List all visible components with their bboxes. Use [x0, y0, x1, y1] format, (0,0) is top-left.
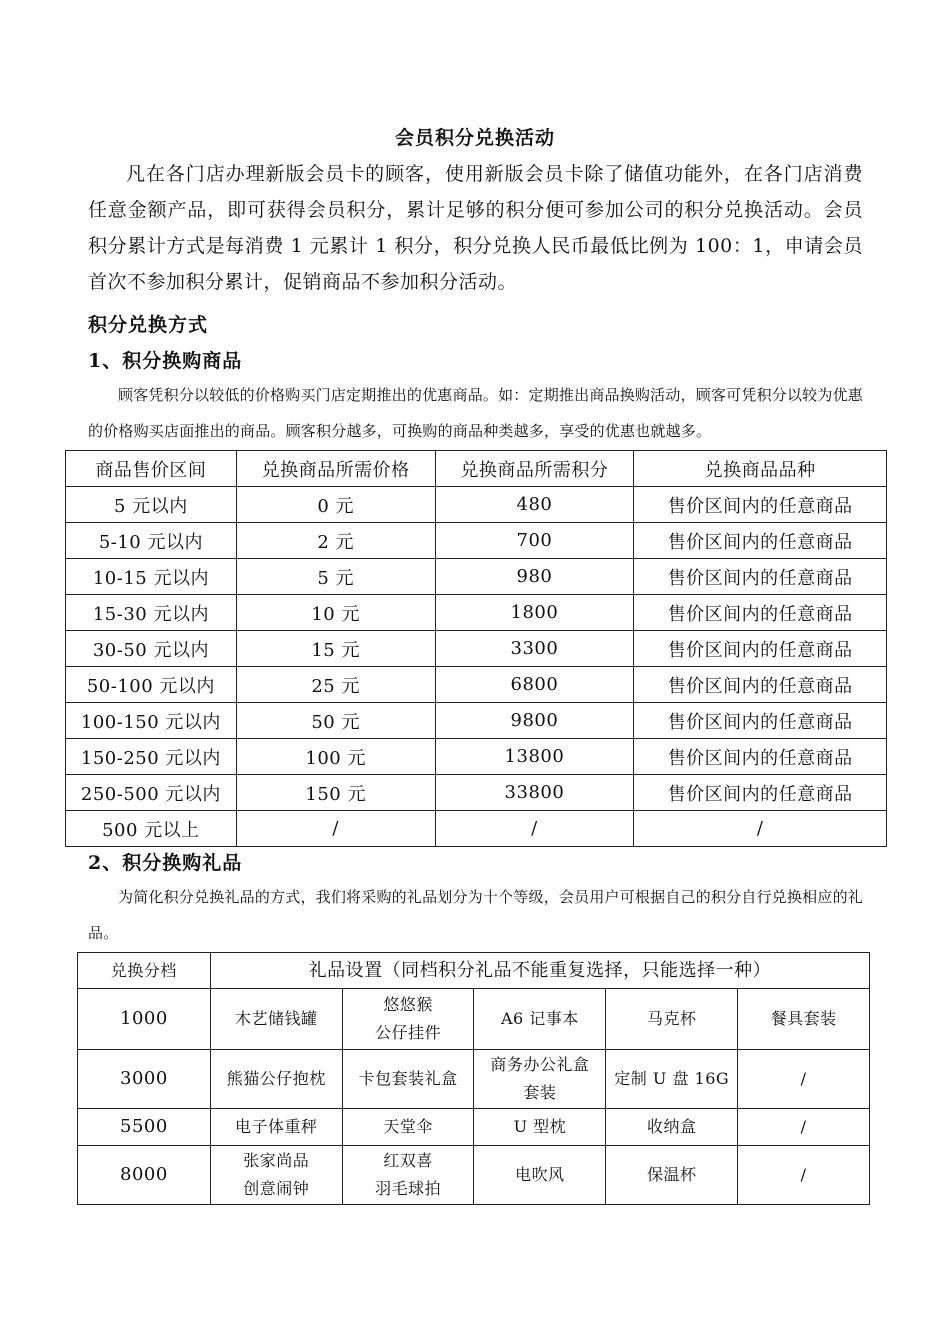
gift-line: 收纳盒: [646, 1117, 697, 1136]
gift-line: 保温杯: [646, 1165, 697, 1184]
gift-line: 电子体重秤: [235, 1117, 318, 1136]
table-cell: /: [435, 811, 634, 847]
gift-line: 商务办公礼盒: [490, 1055, 590, 1074]
section1-heading: 1、积分换购商品: [88, 350, 243, 372]
table-cell: 9800: [435, 703, 634, 739]
table-cell: 0 元: [236, 487, 435, 523]
gift-line: /: [800, 1165, 807, 1184]
gift-cell: [342, 989, 474, 1050]
table-header-cell: 兑换商品品种: [634, 451, 887, 487]
table-cell: 50 元: [236, 703, 435, 739]
table-cell: 售价区间内的任意商品: [634, 667, 887, 703]
table-cell: 售价区间内的任意商品: [634, 703, 887, 739]
table-cell: 售价区间内的任意商品: [634, 775, 887, 811]
gift-line: 天堂伞: [383, 1117, 433, 1136]
tier-cell: 8000: [78, 1146, 211, 1205]
table-cell: 售价区间内的任意商品: [634, 487, 887, 523]
table-row: [66, 811, 887, 847]
gift-line: 悠悠猴: [383, 995, 433, 1014]
gift-line: U 型枕: [513, 1117, 567, 1136]
section2-description: 为简化积分兑换礼品的方式，我们将采购的礼品划分为十个等级，会员用户可根据自己的积分自行兑换相应的礼品。: [88, 888, 863, 942]
gift-line: 红双喜: [383, 1151, 433, 1170]
table-cell: /: [236, 811, 435, 847]
gift-cell: [606, 989, 738, 1050]
table-cell: 售价区间内的任意商品: [634, 739, 887, 775]
gift-line: 创意闹钟: [243, 1179, 310, 1198]
table-row: [66, 667, 887, 703]
table-cell: 30-50 元以内: [66, 631, 237, 667]
intro-paragraph: 凡在各门店办理新版会员卡的顾客，使用新版会员卡除了储值功能外，在各门店消费任意金额产品，即可获得会员积分，累计足够的积分便可参加公司的积分兑换活动。会员积分累计方式是每消费 1 元累计 1 积分，积分兑换人民币最低比例为 100：1，申请会员首次不参加积分累计，促销商品不参加积分活动。: [88, 163, 863, 293]
table-cell: 100 元: [236, 739, 435, 775]
goods-exchange-table: [65, 450, 887, 847]
gift-cell: [474, 1109, 606, 1146]
table-header-cell: 兑换商品所需价格: [236, 451, 435, 487]
gift-cell: [210, 1146, 342, 1205]
gift-cell: [606, 1146, 738, 1205]
table-header-cell: 礼品设置（同档积分礼品不能重复选择，只能选择一种）: [210, 953, 869, 989]
section2-heading: 2、积分换购礼品: [88, 852, 243, 874]
gift-line: 马克杯: [646, 1009, 697, 1028]
gift-cell: [738, 1109, 870, 1146]
table-cell: 150-250 元以内: [66, 739, 237, 775]
gift-line: 定制 U 盘 16G: [614, 1069, 730, 1088]
tier-cell: 3000: [78, 1050, 211, 1109]
gift-cell: [474, 989, 606, 1050]
table-row: [66, 703, 887, 739]
table-row: [78, 1050, 870, 1109]
table-cell: 500 元以上: [66, 811, 237, 847]
table-row: [66, 595, 887, 631]
table-row: [66, 631, 887, 667]
gift-line: 套装: [523, 1083, 557, 1102]
gift-line: 羽毛球拍: [375, 1179, 442, 1198]
section-title: 积分兑换方式: [88, 314, 209, 336]
gift-cell: [606, 1109, 738, 1146]
table-cell: 15 元: [236, 631, 435, 667]
gift-line: /: [800, 1117, 807, 1136]
table-cell: 5 元以内: [66, 487, 237, 523]
gift-line: 木艺储钱罐: [235, 1009, 318, 1028]
table-cell: 5 元: [236, 559, 435, 595]
table-cell: 售价区间内的任意商品: [634, 523, 887, 559]
gift-cell: [606, 1050, 738, 1109]
gift-line: /: [800, 1069, 807, 1088]
tier-cell: 1000: [78, 989, 211, 1050]
gift-cell: [342, 1146, 474, 1205]
table-cell: 售价区间内的任意商品: [634, 595, 887, 631]
table-cell: 150 元: [236, 775, 435, 811]
table-cell: 13800: [435, 739, 634, 775]
table-header-cell: 兑换商品所需积分: [435, 451, 634, 487]
gift-cell: [342, 1109, 474, 1146]
table-cell: 700: [435, 523, 634, 559]
table-cell: 售价区间内的任意商品: [634, 631, 887, 667]
tier-cell: 5500: [78, 1109, 211, 1146]
gift-line: A6 记事本: [500, 1009, 579, 1028]
gift-cell: [474, 1050, 606, 1109]
table-cell: /: [634, 811, 887, 847]
gift-exchange-table: [77, 952, 870, 1205]
table-cell: 1800: [435, 595, 634, 631]
table-row: [66, 487, 887, 523]
table-cell: 980: [435, 559, 634, 595]
table-cell: 33800: [435, 775, 634, 811]
table-row: [66, 559, 887, 595]
table-cell: 5-10 元以内: [66, 523, 237, 559]
gift-line: 公仔挂件: [375, 1023, 442, 1042]
gift-cell: [474, 1146, 606, 1205]
table-cell: 50-100 元以内: [66, 667, 237, 703]
gift-line: 餐具套装: [770, 1009, 837, 1028]
table-row: [66, 775, 887, 811]
table-cell: 6800: [435, 667, 634, 703]
gift-cell: [210, 989, 342, 1050]
gift-line: 熊猫公仔抱枕: [226, 1069, 326, 1088]
table-cell: 100-150 元以内: [66, 703, 237, 739]
table-cell: 10 元: [236, 595, 435, 631]
table-row: [78, 1109, 870, 1146]
gift-line: 张家尚品: [243, 1151, 310, 1170]
section1-description: 顾客凭积分以较低的价格购买门店定期推出的优惠商品。如：定期推出商品换购活动，顾客可凭积分以较为优惠的价格购买店面推出的商品。顾客积分越多，可换购的商品种类越多，享受的优惠也就越多。: [88, 386, 863, 440]
gift-cell: [738, 989, 870, 1050]
table-cell: 2 元: [236, 523, 435, 559]
table-header-cell: 商品售价区间: [66, 451, 237, 487]
table-cell: 250-500 元以内: [66, 775, 237, 811]
table-cell: 15-30 元以内: [66, 595, 237, 631]
table-row: [66, 739, 887, 775]
table-row: [66, 523, 887, 559]
gift-line: 卡包套装礼盒: [358, 1069, 458, 1088]
gift-cell: [738, 1146, 870, 1205]
table-cell: 25 元: [236, 667, 435, 703]
table-header-row: [66, 451, 887, 487]
page-title: 会员积分兑换活动: [394, 127, 555, 149]
table-cell: 10-15 元以内: [66, 559, 237, 595]
gift-cell: [210, 1050, 342, 1109]
table-row: [78, 1146, 870, 1205]
table-header-cell: 兑换分档: [78, 953, 211, 989]
table-cell: 480: [435, 487, 634, 523]
table-header-row: [78, 953, 870, 989]
gift-line: 电吹风: [515, 1165, 565, 1184]
gift-cell: [210, 1109, 342, 1146]
gift-cell: [738, 1050, 870, 1109]
table-cell: 售价区间内的任意商品: [634, 559, 887, 595]
gift-cell: [342, 1050, 474, 1109]
table-cell: 3300: [435, 631, 634, 667]
table-row: [78, 989, 870, 1050]
